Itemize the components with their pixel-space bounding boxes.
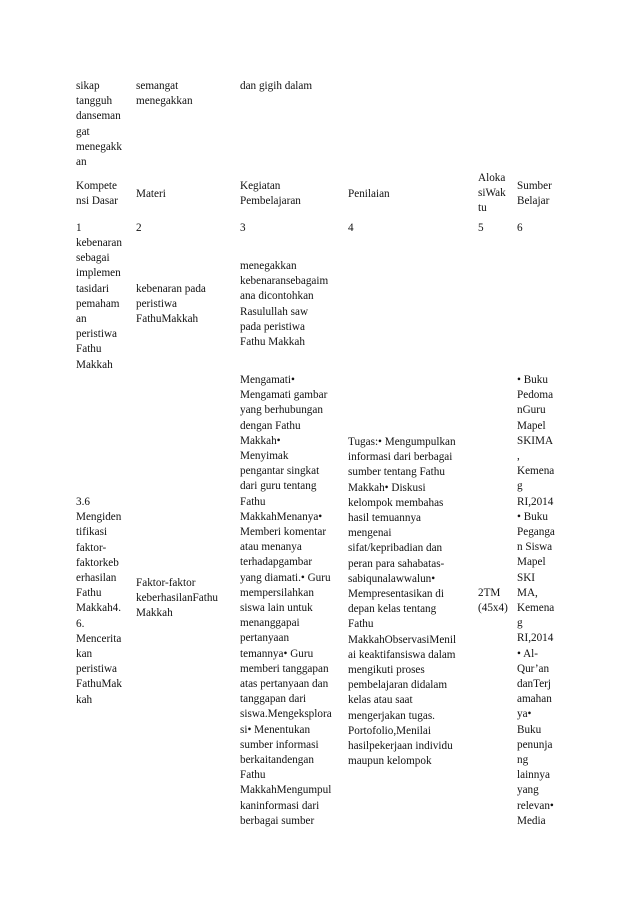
column-number: 6 [517, 222, 523, 234]
row-a-activity: menegakkan kebenaransebagaim ana dicontohkan Rasulullah saw pada peristiwa Fathu Makkah [240, 260, 329, 349]
header-time: Aloka siWak tu [478, 172, 506, 215]
row-a-material: kebenaran pada peristiwa FathuMakkah [136, 283, 206, 326]
column-number: 1 [76, 222, 82, 234]
row-b-source: • Buku Pedoma nGuru Mapel SKIMA , Kemena g RI,2014 • Buku Peganga n Siswa Mapel SKI MA, Kemena g RI,2014 • Al- Qur’an danTerj amahan ya• Buku penunja ng lainnya yang relevan• Media [517, 374, 555, 827]
row-b-time: 2TM (45x4) [478, 587, 508, 615]
header-competency: Kompete nsi Dasar [76, 180, 118, 208]
row-top-competency: sikap tangguh danseman gat menegakk an [76, 80, 122, 169]
row-b-assessment: Tugas:• Mengumpulkan informasi dari berbagai sumber tentang Fathu Makkah• Diskusi kelompok membahas hasil temuannya mengenai sifat/kepribadian dan peran para sahabatas- sabiqunalawwalun• Mempresentasikan di depan kelas tentang Fathu MakkahObservasiMenil ai keaktifansiswa dalam mengikuti proses pembelajaran didalam kelas atau saat mengerjakan tugas. Portofolio,Menilai hasilpekerjaan individu maupun kelompok [348, 436, 457, 768]
row-a-competency: kebenaran sebagai implemen tasidari pemaham an peristiwa Fathu Makkah [76, 237, 122, 371]
column-number: 2 [136, 222, 142, 234]
column-number: 5 [478, 222, 484, 234]
column-number: 3 [240, 222, 246, 234]
header-source: Sumber Belajar [517, 180, 552, 208]
row-b-material: Faktor-faktor keberhasilanFathu Makkah [136, 577, 219, 620]
column-number: 4 [348, 222, 354, 234]
row-b-competency: 3.6 Mengiden tifikasi faktor- faktorkeb erhasilan Fathu Makkah4. 6. Mencerita kan peristiwa FathuMak kah [76, 496, 122, 706]
row-top-activity: dan gigih dalam [240, 80, 313, 92]
header-activity: Kegiatan Pembelajaran [240, 180, 301, 208]
header-assessment: Penilaian [348, 188, 390, 200]
row-top-material: semangat menegakkan [136, 80, 193, 108]
row-b-activity: Mengamati• Mengamati gambar yang berhubungan dengan Fathu Makkah• Menyimak pengantar singkat dari guru tentang Fathu MakkahMenanya• Memberi komentar atau menanya terhadapgambar yang diamati.• Guru mempersilahkan siswa lain untuk menanggapai pertanyaan temannya• Guru memberi tanggapan atas pertanyaan dan tanggapan dari siswa.Mengeksplora si• Menentukan sumber informasi berkaitandengan Fathu MakkahMengumpul kaninformasi dari berbagai sumber [240, 374, 332, 827]
header-material: Materi [136, 188, 166, 200]
